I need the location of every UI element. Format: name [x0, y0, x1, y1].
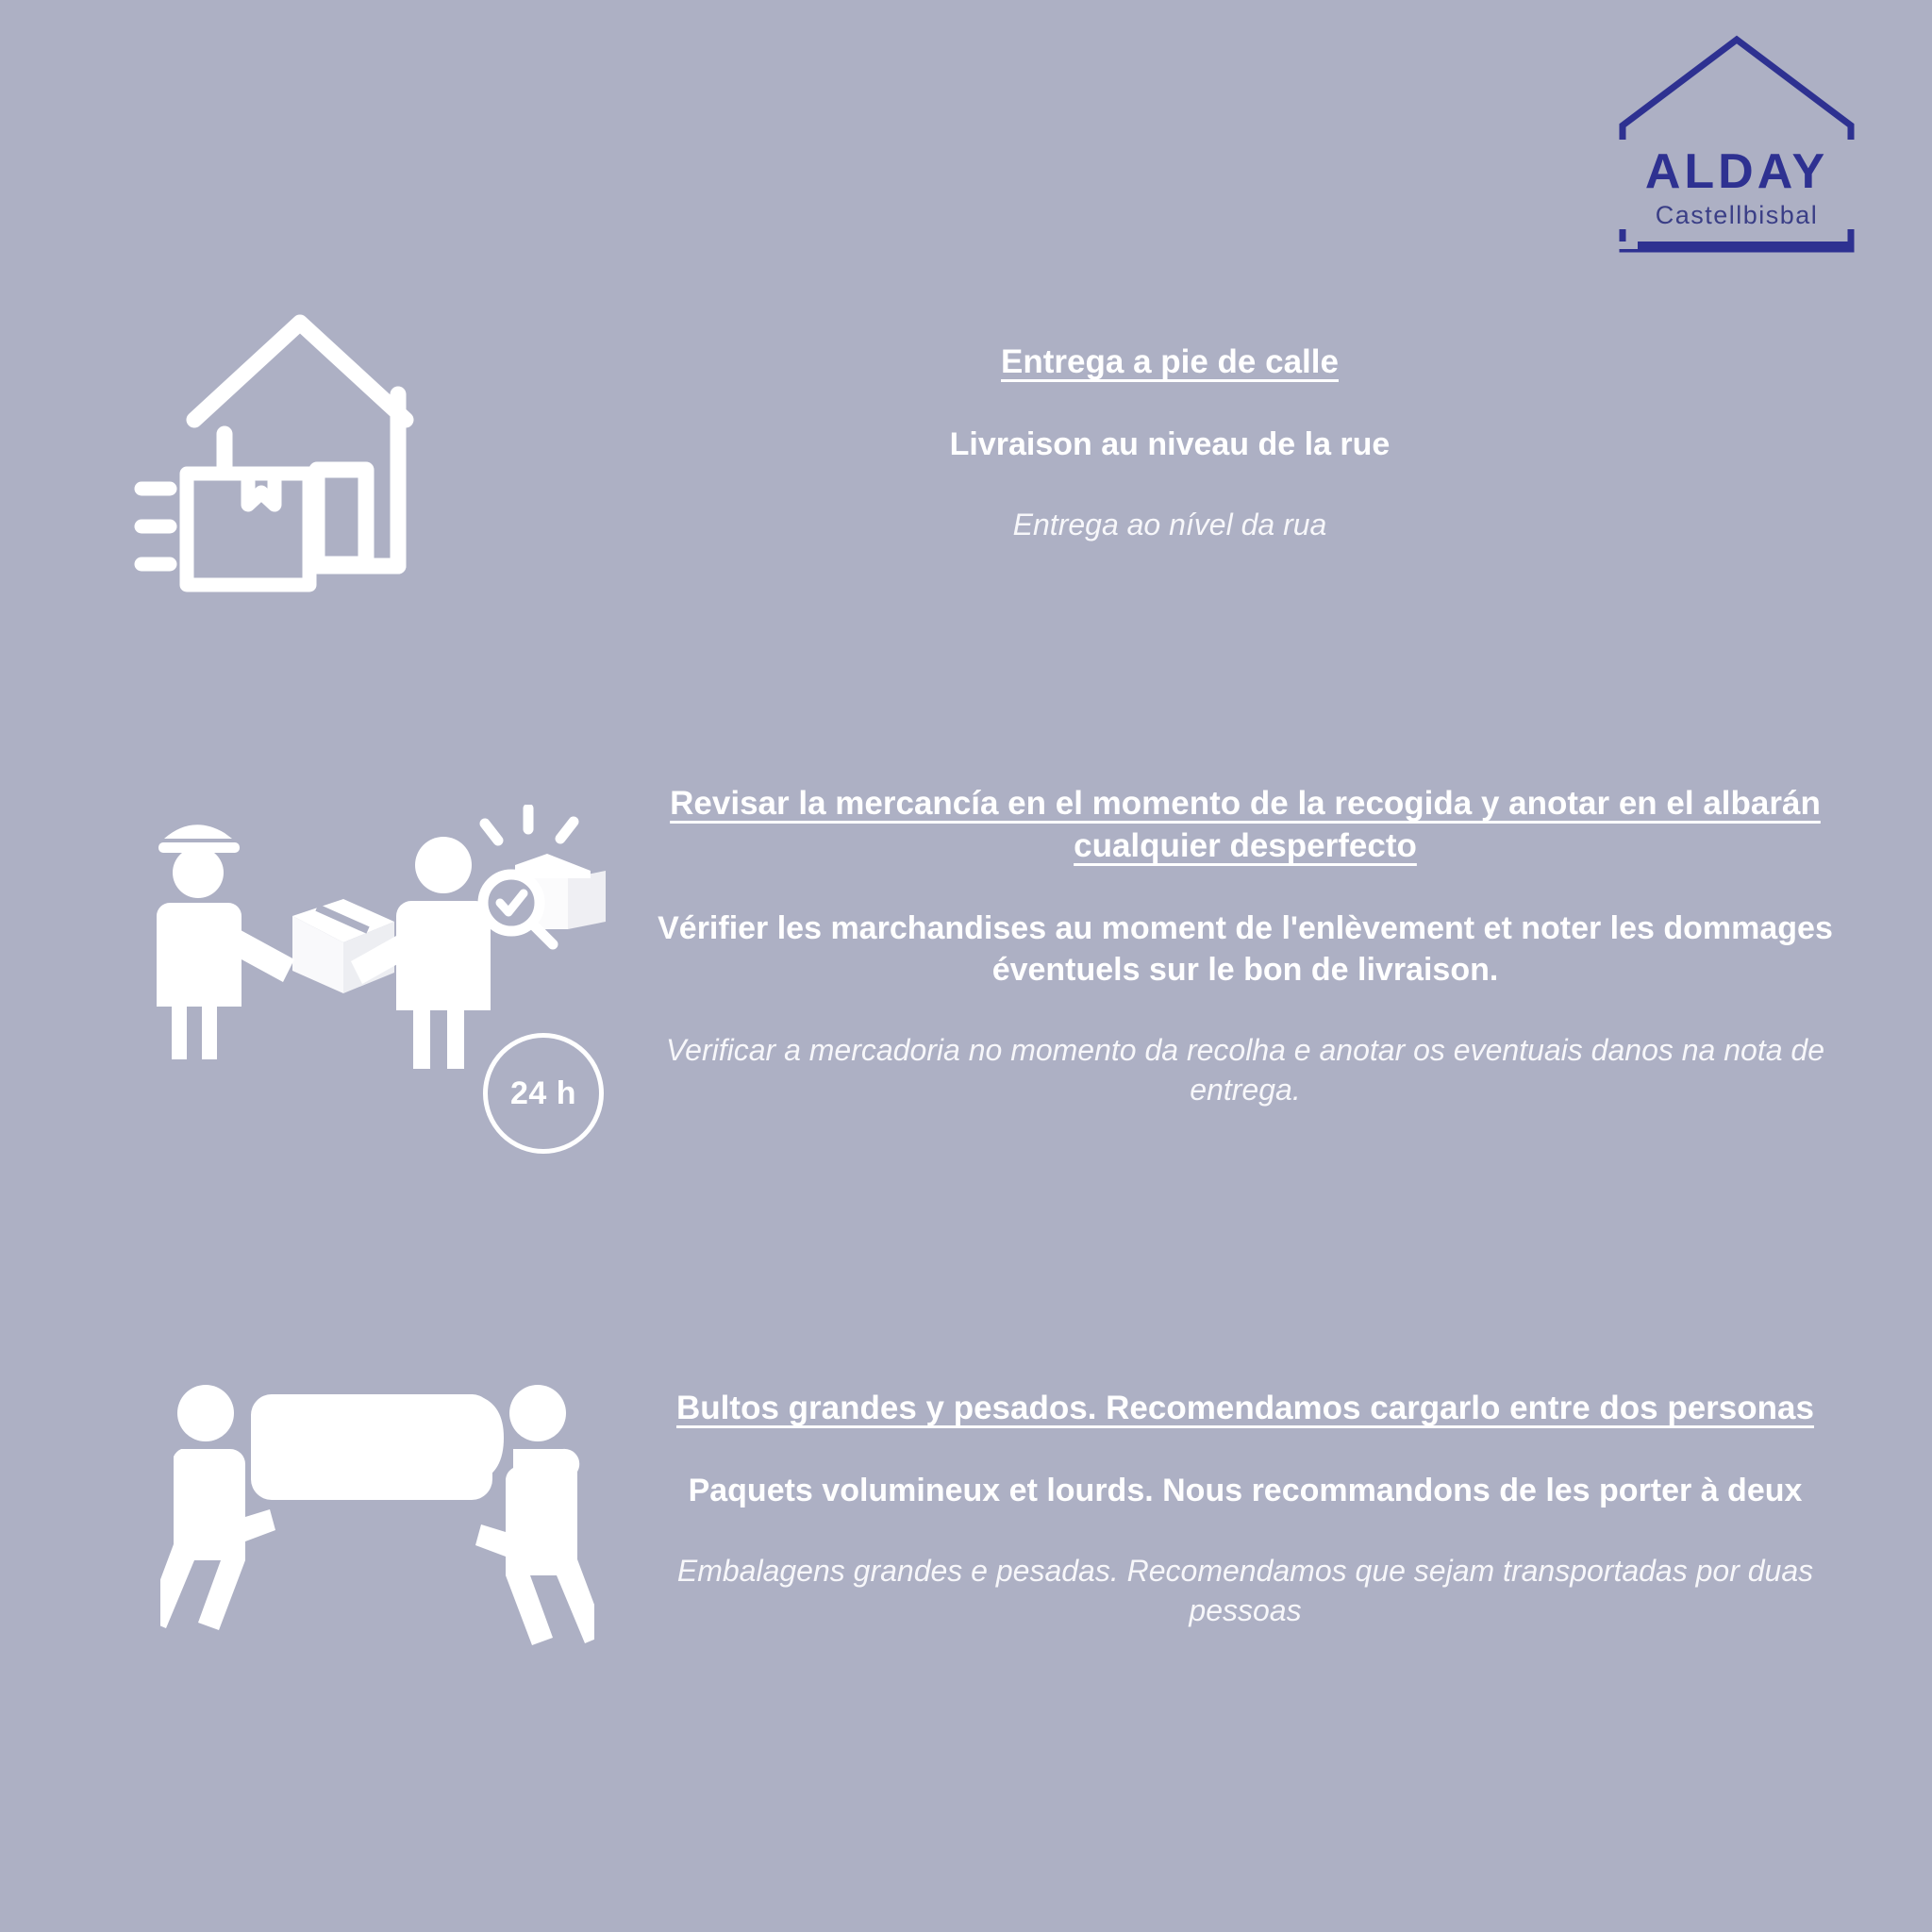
section-2-text [641, 783, 1849, 1109]
section-3-text-fr: Paquets volumineux et lourds. Nous recommandons de les porter à deux [688, 1473, 1803, 1509]
warehouse-package-icon [113, 283, 491, 604]
section-1-text-fr: Livraison au niveau de la rue [949, 426, 1391, 463]
badge-24h: 24 h [483, 1033, 604, 1154]
section-3-text [641, 1388, 1849, 1630]
brand-logo [1609, 26, 1864, 262]
section-3-text-pt: Embalagens grandes e pesadas. Recomendamos que sejam transportadas por duas pessoas [676, 1554, 1814, 1628]
section-2-text-fr: Vérifier les marchandises au moment de l'enlèvement et noter les dommages éventuels sur le bon de livraison. [658, 909, 1833, 988]
section-3-text-es: Bultos grandes y pesados. Recomendamos cargarlo entre dos personas [676, 1390, 1814, 1427]
section-1-text-es: Entrega a pie de calle [1001, 343, 1339, 381]
section-2-text-es: Revisar la mercancía en el momento de la recogida y anotar en el albarán cualquier desperfecto [670, 785, 1821, 864]
logo-location: Castellbisbal [1655, 201, 1819, 229]
section-2-text-pt: Verificar a mercadoria no momento da recolha e anotar os eventuais danos na nota de entrega. [666, 1032, 1824, 1108]
section-check-goods [113, 783, 1849, 1109]
section-heavy-packages [113, 1368, 1849, 1651]
two-people-carrying-icon [113, 1368, 641, 1651]
logo-name: ALDAY [1644, 144, 1829, 199]
section-1-text [491, 341, 1830, 544]
section-street-level-delivery [113, 283, 1830, 604]
logo-text-block [1609, 144, 1864, 235]
section-1-text-pt: Entrega ao nível da rua [1012, 508, 1327, 542]
